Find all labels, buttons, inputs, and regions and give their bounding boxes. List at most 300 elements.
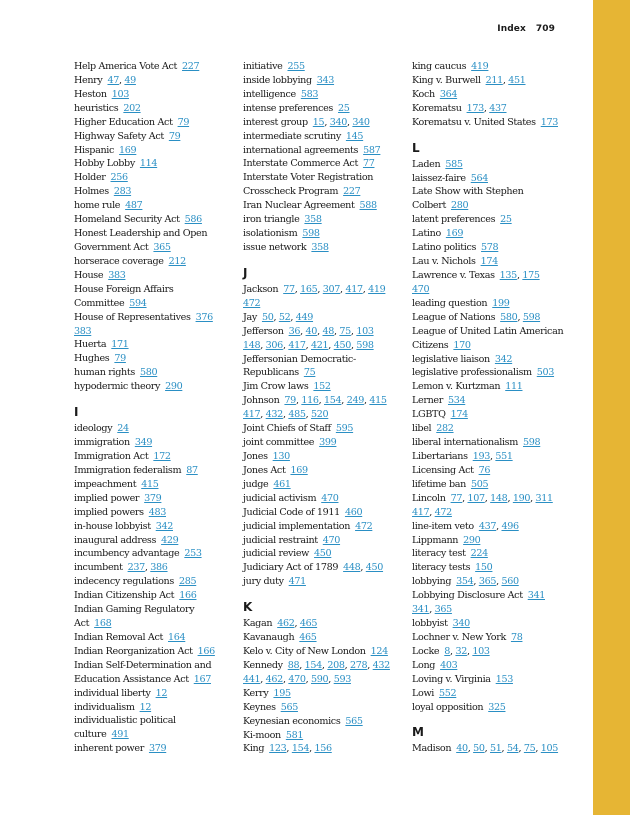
page-link[interactable]: 594 [129, 297, 147, 309]
page-refs [313, 381, 330, 392]
page-refs [363, 158, 375, 169]
page-link[interactable]: 379 [148, 743, 167, 755]
entry-term: Judicial Code of 1911 [243, 506, 340, 518]
page-link[interactable]: 491 [111, 729, 129, 741]
entry-term: Hispanic [74, 144, 115, 156]
entry-term: Jay [243, 311, 257, 323]
page-link[interactable]: 403 [440, 659, 458, 671]
page-link[interactable]: 429 [161, 534, 179, 546]
entry-term: Kelo v. City of New London [243, 646, 366, 658]
entry-term: Korematsu [412, 102, 462, 114]
index-entry [74, 74, 236, 88]
index-entry [74, 478, 236, 492]
page-link[interactable]: 483 [148, 506, 166, 518]
index-entry [412, 422, 574, 436]
page-link[interactable]: 534 [447, 395, 466, 407]
index-entry [243, 74, 405, 88]
page-link[interactable]: 460 [344, 506, 363, 518]
page-link[interactable]: 565 [280, 701, 298, 713]
page-link[interactable]: 376 [195, 311, 213, 323]
page-link[interactable]: 212 [168, 255, 186, 267]
page-link[interactable]: 417 [288, 339, 306, 351]
page-link[interactable]: 593 [333, 673, 351, 685]
page-link[interactable]: 164 [168, 631, 186, 643]
index-entry [412, 547, 574, 561]
page-link[interactable]: 195 [273, 687, 291, 699]
page-link[interactable]: 565 [345, 715, 363, 727]
page-link[interactable]: 341 [412, 604, 430, 616]
page-link[interactable]: 174 [480, 256, 498, 268]
page-link[interactable]: 450 [365, 562, 384, 574]
entry-term: House Foreign Affairs [74, 283, 174, 295]
page-link[interactable]: 135 [499, 269, 517, 281]
page-refs: 8, 32, 103 [444, 645, 490, 657]
letter-heading: J [243, 265, 248, 280]
page-link[interactable]: 227 [182, 61, 200, 72]
page-link[interactable]: 79 [284, 395, 296, 407]
page-link[interactable]: 167 [193, 673, 211, 685]
page-link[interactable]: 462 [277, 618, 295, 630]
page-link[interactable]: 77 [283, 283, 295, 295]
page-link[interactable]: 169 [290, 464, 308, 476]
index-entry [412, 269, 574, 283]
entry-term: Henry [74, 74, 103, 86]
page-link[interactable]: 290 [463, 534, 481, 546]
page-link[interactable]: 358 [311, 241, 329, 253]
entry-term: inaugural address [74, 534, 157, 546]
page-link[interactable]: 77 [362, 158, 375, 170]
index-entry [243, 547, 405, 561]
page-link[interactable]: 25 [338, 102, 350, 114]
page-link[interactable]: 449 [295, 311, 314, 323]
page-link[interactable]: 168 [94, 618, 112, 630]
page-link[interactable]: 564 [470, 172, 488, 184]
page-link[interactable]: 503 [536, 367, 555, 379]
page-link[interactable]: 581 [285, 729, 304, 741]
page-refs [135, 437, 152, 448]
page-refs [481, 242, 498, 253]
page-refs [129, 298, 146, 309]
page-link[interactable]: 417 [412, 506, 430, 518]
page-link[interactable]: 365 [434, 604, 452, 616]
page-link[interactable]: 77 [450, 492, 463, 504]
index-entry [243, 199, 405, 213]
index-entry [243, 687, 405, 701]
page-refs [440, 89, 457, 100]
page-refs [140, 702, 152, 713]
page-link[interactable]: 285 [178, 576, 197, 588]
page-link[interactable]: 580 [500, 311, 518, 323]
page-link[interactable]: 415 [141, 478, 159, 490]
page-link[interactable]: 386 [150, 562, 168, 574]
page-link[interactable]: 342 [155, 520, 173, 532]
page-link[interactable]: 103 [356, 325, 374, 337]
page-link[interactable]: 340 [329, 116, 347, 128]
page-link[interactable]: 166 [179, 590, 197, 602]
page-link[interactable]: 588 [359, 200, 377, 212]
index-entry [74, 102, 236, 116]
page-link[interactable]: 24 [117, 423, 129, 435]
page-link[interactable]: 586 [184, 214, 202, 226]
page-refs [111, 172, 128, 183]
entry-term: Committee [74, 297, 125, 309]
page-link[interactable]: 552 [439, 687, 457, 699]
page-refs [169, 131, 181, 142]
page-link[interactable]: 88 [287, 659, 300, 671]
page-link[interactable]: 150 [475, 562, 493, 574]
page-link[interactable]: 342 [494, 353, 513, 365]
page-link[interactable]: 148 [490, 492, 508, 504]
entry-term: interest group [243, 116, 308, 128]
page-link[interactable]: 278 [350, 659, 368, 671]
page-link[interactable]: 451 [508, 74, 526, 86]
page-link[interactable]: 551 [495, 450, 513, 462]
page-link[interactable]: 307 [322, 283, 341, 295]
page-link[interactable]: 40 [305, 325, 318, 337]
page-link[interactable]: 47 [107, 74, 119, 86]
page-link[interactable]: 165 [300, 283, 318, 295]
page-link[interactable]: 116 [301, 395, 319, 407]
page-link[interactable]: 471 [288, 576, 306, 588]
entry-term: inside lobbying [243, 74, 312, 86]
page-link[interactable]: 465 [299, 618, 318, 630]
page-link[interactable]: 419 [368, 283, 386, 295]
page-link[interactable]: 51 [490, 743, 502, 755]
page-link[interactable]: 202 [123, 102, 141, 114]
entry-term: Indian Self-Determination and [74, 659, 212, 671]
page-link[interactable]: 48 [322, 325, 334, 337]
page-link[interactable]: 465 [299, 632, 317, 644]
page-link[interactable]: 340 [352, 116, 370, 128]
page-refs: 36, 40, 48, 75, 103 [288, 325, 374, 337]
page-link[interactable]: 364 [439, 88, 458, 100]
page-link[interactable]: 496 [501, 520, 519, 532]
page-link[interactable]: 437 [489, 102, 507, 114]
page-link[interactable]: 253 [184, 548, 202, 560]
page-link[interactable]: 585 [445, 158, 463, 170]
index-entry [243, 353, 405, 367]
page-link[interactable]: 580 [139, 367, 158, 379]
page-link[interactable]: 79 [168, 130, 181, 142]
page-link[interactable]: 383 [74, 325, 92, 337]
entry-term: incumbency advantage [74, 548, 180, 560]
page-link[interactable]: 590 [311, 673, 329, 685]
page-link[interactable]: 76 [478, 464, 491, 476]
page-refs: 193, 551 [472, 450, 513, 462]
page-link[interactable]: 224 [470, 548, 488, 560]
page-link[interactable]: 171 [111, 339, 129, 351]
page-link[interactable]: 78 [510, 631, 523, 643]
page-link[interactable]: 341 [527, 590, 545, 602]
page-link[interactable]: 325 [488, 701, 506, 713]
entry-term: Korematsu v. United States [412, 116, 536, 128]
page-link[interactable]: 448 [343, 562, 361, 574]
page-link[interactable]: 417 [345, 283, 363, 295]
page-link[interactable]: 485 [288, 409, 306, 421]
page-link[interactable]: 75 [523, 743, 536, 755]
index-entry [412, 158, 574, 172]
page-link[interactable]: 12 [139, 701, 152, 713]
page-refs [321, 493, 338, 504]
page-link[interactable]: 12 [155, 687, 168, 699]
page-link[interactable]: 154 [304, 659, 322, 671]
page-link[interactable]: 130 [272, 450, 290, 462]
page-link[interactable]: 172 [153, 450, 171, 462]
entry-term: Long [412, 659, 436, 671]
page-link[interactable]: 75 [339, 325, 351, 337]
page-link[interactable]: 75 [303, 367, 316, 379]
page-link[interactable]: 598 [302, 228, 320, 240]
index-entry [412, 575, 574, 589]
page-link[interactable]: 175 [522, 269, 540, 281]
entry-term: incumbent [74, 562, 123, 574]
page-link[interactable]: 153 [495, 673, 513, 685]
page-link[interactable]: 25 [500, 214, 512, 226]
entry-term: Citizens [412, 339, 449, 351]
page-refs [273, 688, 290, 699]
index-entry [412, 659, 574, 673]
page-link[interactable]: 173 [466, 102, 484, 114]
page-link[interactable]: 520 [311, 409, 329, 421]
page-link[interactable]: 114 [139, 158, 158, 170]
index-entry [412, 353, 574, 367]
entry-term: culture [74, 729, 107, 741]
entry-term: Interstate Commerce Act [243, 158, 358, 170]
page-refs [439, 688, 456, 699]
index-entry [74, 631, 236, 645]
page-link[interactable]: 505 [470, 478, 489, 490]
page-link[interactable]: 123 [269, 743, 287, 755]
entry-term: League of Nations [412, 311, 496, 323]
entry-term: Latino [412, 228, 441, 240]
page-link[interactable]: 470 [412, 283, 430, 295]
entry-term: impeachment [74, 478, 137, 490]
page-link[interactable]: 462 [265, 673, 283, 685]
entry-term: LGBTQ [412, 409, 446, 421]
page-link[interactable]: 595 [335, 423, 354, 435]
page-link[interactable]: 560 [501, 576, 519, 588]
page-link[interactable]: 470 [288, 673, 306, 685]
page-link[interactable]: 54 [506, 743, 519, 755]
page-link[interactable]: 111 [505, 381, 523, 393]
page-refs [243, 298, 260, 309]
entry-term: indecency regulations [74, 576, 174, 588]
page-link[interactable]: 358 [304, 214, 322, 226]
page-link[interactable]: 340 [452, 618, 470, 630]
index-entry-continuation [412, 283, 574, 297]
page-link[interactable]: 472 [434, 506, 452, 518]
entry-term: jury duty [243, 576, 284, 588]
page-link[interactable]: 437 [478, 520, 497, 532]
page-link[interactable]: 15 [312, 116, 325, 128]
page-link[interactable]: 379 [144, 492, 162, 504]
page-link[interactable]: 193 [472, 450, 490, 462]
entry-term: Lowi [412, 687, 435, 699]
page-link[interactable]: 383 [108, 269, 126, 281]
page-link[interactable]: 107 [467, 492, 485, 504]
index-entry [243, 116, 405, 130]
page-refs: 580, 598 [500, 311, 541, 323]
entry-term: Loving v. Virginia [412, 673, 491, 685]
page-link[interactable]: 50 [261, 311, 274, 323]
index-entry [74, 534, 236, 548]
page-link[interactable]: 349 [134, 437, 153, 449]
page-link[interactable]: 470 [322, 534, 341, 546]
page-link[interactable]: 421 [311, 339, 329, 351]
page-link[interactable]: 166 [197, 645, 215, 657]
page-refs [453, 340, 470, 351]
page-link[interactable]: 199 [492, 297, 510, 309]
entry-term: human rights [74, 367, 135, 379]
page-link[interactable]: 169 [445, 228, 464, 240]
page-link[interactable]: 283 [113, 186, 132, 198]
page-link[interactable]: 249 [346, 395, 364, 407]
page-link[interactable]: 173 [540, 116, 558, 128]
page-refs [123, 103, 140, 114]
page-refs [184, 548, 201, 559]
entry-term: Immigration Act [74, 450, 149, 462]
index-entry [74, 617, 236, 631]
page-link[interactable]: 237 [127, 562, 145, 574]
page-link[interactable]: 598 [522, 311, 541, 323]
page-link[interactable]: 79 [177, 116, 190, 128]
page-link[interactable]: 461 [273, 478, 291, 490]
page-refs [440, 660, 457, 671]
page-link[interactable]: 472 [243, 297, 261, 309]
index-entry [74, 311, 236, 325]
page-link[interactable]: 154 [324, 395, 342, 407]
page-refs [169, 256, 186, 267]
page-refs [345, 716, 362, 727]
page-link[interactable]: 50 [473, 743, 485, 755]
index-entry [412, 436, 574, 450]
page-link[interactable]: 211 [485, 74, 503, 86]
index-entry [74, 283, 236, 297]
page-link[interactable]: 290 [165, 381, 183, 393]
index-entry [74, 436, 236, 450]
index-entry [243, 534, 405, 548]
page-link[interactable]: 432 [265, 409, 283, 421]
page-link[interactable]: 432 [372, 659, 390, 671]
page-link[interactable]: 49 [124, 74, 136, 86]
page-link[interactable]: 174 [450, 409, 468, 421]
entry-term: line-item veto [412, 520, 474, 532]
page-link[interactable]: 145 [345, 130, 364, 142]
page-link[interactable]: 583 [300, 88, 319, 100]
page-link[interactable]: 52 [278, 311, 291, 323]
page-refs [355, 521, 372, 532]
page-link[interactable]: 256 [110, 172, 128, 184]
page-link[interactable]: 441 [243, 673, 261, 685]
page-link[interactable]: 255 [287, 61, 305, 72]
page-link[interactable]: 399 [319, 437, 337, 449]
page-link[interactable]: 354 [456, 576, 474, 588]
page-link[interactable]: 156 [314, 743, 332, 755]
index-entry [412, 673, 574, 687]
page-link[interactable]: 487 [125, 200, 143, 212]
page-link[interactable]: 8 [444, 645, 451, 657]
entry-term: Indian Citizenship Act [74, 590, 175, 602]
entry-term: Johnson [243, 395, 280, 407]
page-refs [179, 590, 196, 601]
page-link[interactable]: 148 [243, 339, 261, 351]
entry-term: lifetime ban [412, 478, 466, 490]
index-entry [74, 116, 236, 130]
page-link[interactable]: 79 [114, 353, 126, 365]
entry-term: intermediate scrutiny [243, 130, 341, 142]
index-entry [243, 88, 405, 102]
page-link[interactable]: 152 [313, 381, 331, 393]
page-link[interactable]: 415 [369, 395, 387, 407]
entry-term: Laden [412, 158, 441, 170]
page-link[interactable]: 282 [436, 423, 454, 435]
entry-term: Immigration federalism [74, 464, 182, 476]
page-link[interactable]: 103 [472, 645, 490, 657]
index-entry [243, 701, 405, 715]
page-refs [528, 590, 545, 601]
entry-term: immigration [74, 437, 130, 449]
page-refs: 15, 340, 340 [312, 116, 370, 128]
page-link[interactable]: 450 [314, 548, 332, 560]
page-link[interactable]: 450 [333, 339, 351, 351]
page-refs [290, 465, 307, 476]
page-refs [523, 437, 540, 448]
entry-term: judicial implementation [243, 520, 351, 532]
page-refs [511, 632, 523, 643]
index-entry [74, 241, 236, 255]
entry-term: lobbyist [412, 618, 448, 630]
page-link[interactable]: 365 [478, 576, 497, 588]
page-link[interactable]: 419 [471, 61, 489, 72]
page-link[interactable]: 343 [316, 74, 335, 86]
page-link[interactable]: 124 [370, 646, 388, 658]
page-link[interactable]: 365 [153, 241, 171, 253]
page-link[interactable]: 598 [356, 339, 374, 351]
page-link[interactable]: 227 [343, 186, 361, 198]
index-entry [412, 492, 574, 506]
page-link[interactable]: 105 [540, 743, 559, 755]
entry-term: hypodermic theory [74, 381, 161, 393]
page-link[interactable]: 417 [243, 409, 261, 421]
page-link[interactable]: 169 [119, 144, 137, 156]
page-link[interactable]: 578 [481, 242, 499, 254]
index-entry [412, 464, 574, 478]
page-link[interactable]: 306 [265, 339, 283, 351]
page-link[interactable]: 36 [288, 325, 301, 337]
page-link[interactable]: 154 [291, 743, 310, 755]
entry-term: Libertarians [412, 450, 468, 462]
page-link[interactable]: 280 [451, 200, 469, 212]
index-entry [412, 701, 574, 715]
page-link[interactable]: 170 [453, 339, 471, 351]
page-link[interactable]: 87 [186, 464, 198, 476]
page-link[interactable]: 208 [327, 659, 345, 671]
page-link[interactable]: 103 [111, 88, 129, 100]
entry-term: isolationism [243, 228, 298, 240]
page-link[interactable]: 32 [455, 645, 467, 657]
page-link[interactable]: 472 [355, 520, 373, 532]
page-link[interactable]: 311 [535, 492, 553, 504]
page-link[interactable]: 598 [523, 437, 541, 449]
entry-term: lobbying [412, 576, 452, 588]
page-link[interactable]: 190 [512, 492, 531, 504]
page-link[interactable]: 587 [363, 144, 381, 156]
page-link[interactable]: 470 [321, 492, 339, 504]
page-refs [111, 339, 128, 350]
page-refs [141, 479, 158, 490]
page-refs [336, 423, 353, 434]
page-link[interactable]: 40 [456, 743, 468, 755]
